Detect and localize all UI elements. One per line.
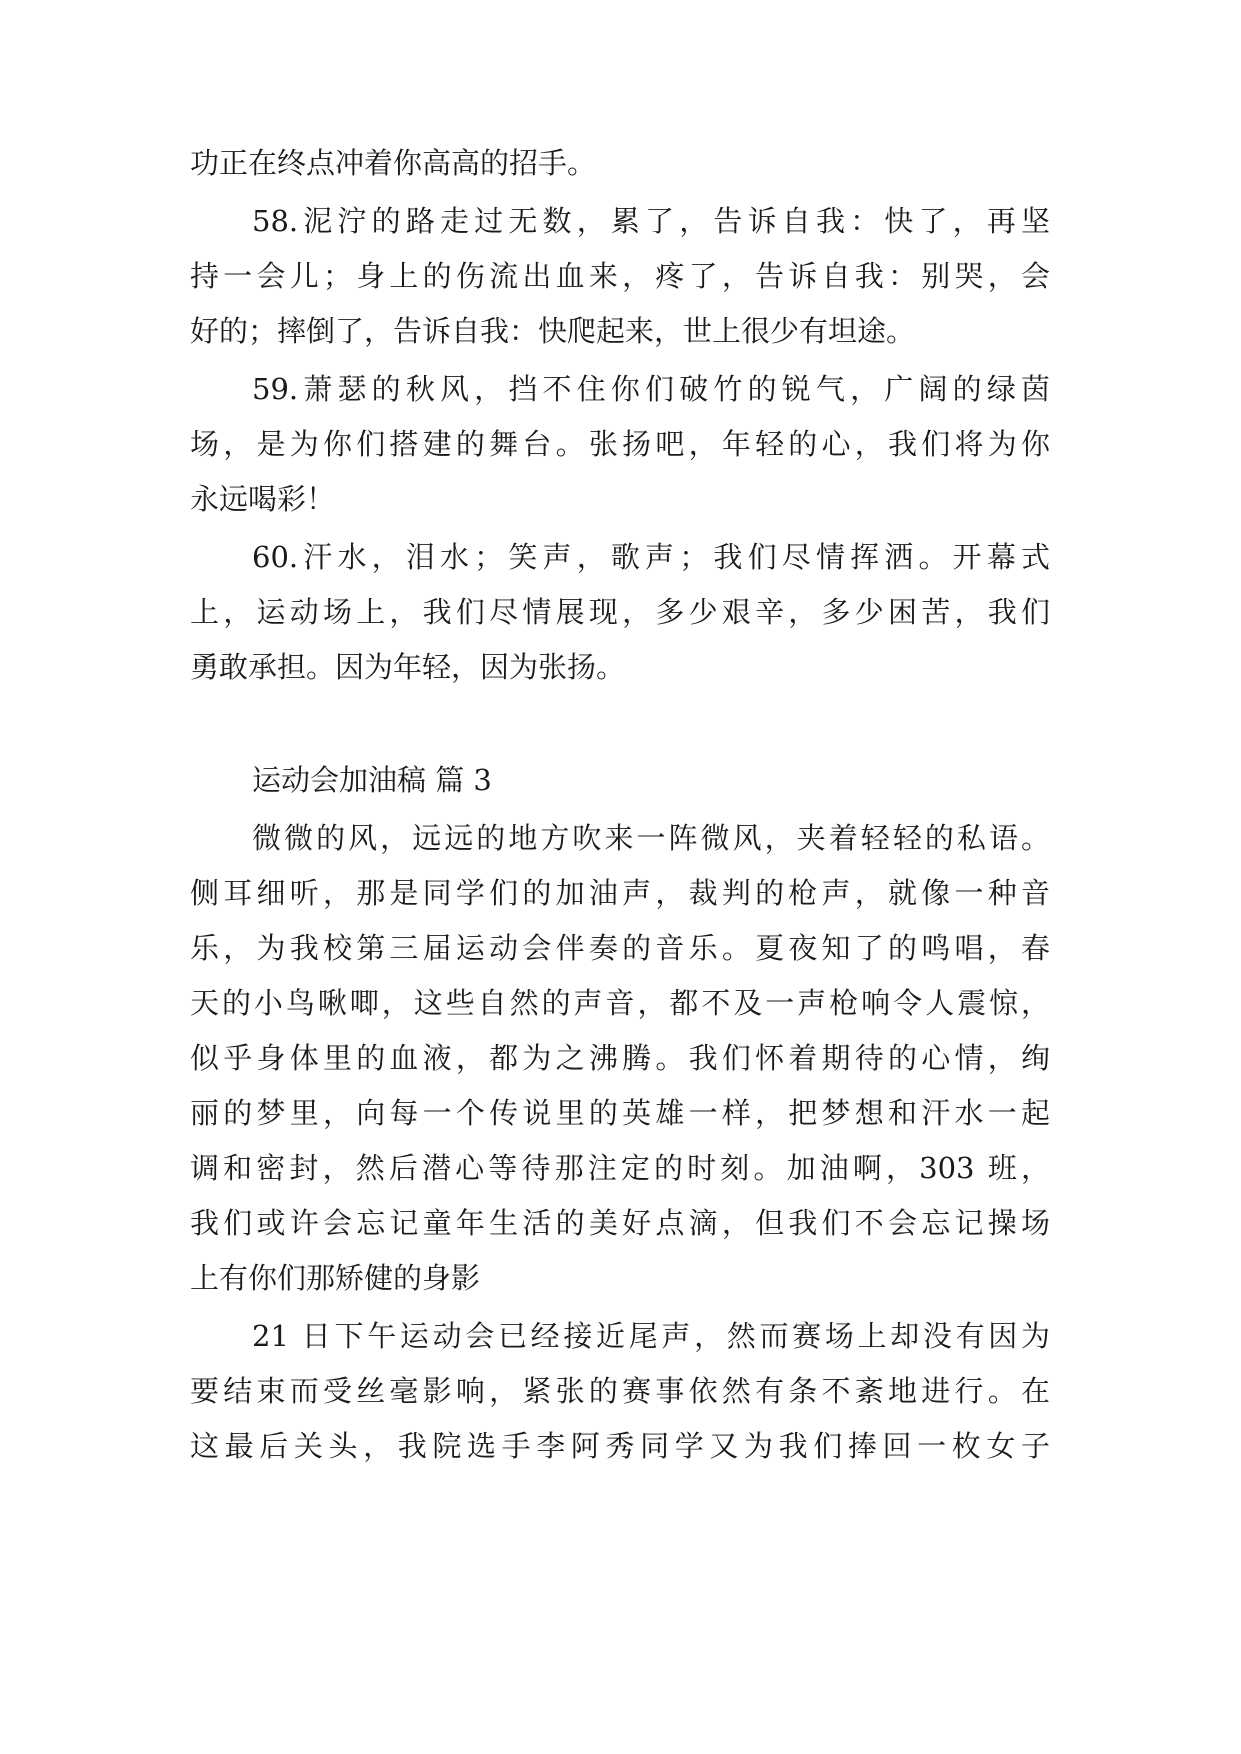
text-line: 场，是为你们搭建的舞台。张扬吧，年轻的心，我们将为你 — [190, 427, 1050, 461]
text-line: 这最后关头，我院选手李阿秀同学又为我们捧回一枚女子 — [190, 1429, 1050, 1463]
text-line: 功正在终点冲着你高高的招手。 — [190, 146, 597, 180]
text-line: 天的小鸟啾唧，这些自然的声音，都不及一声枪响令人震惊， — [190, 986, 1050, 1020]
text-line: 乐，为我校第三届运动会伴奏的音乐。夏夜知了的鸣唱，春 — [190, 931, 1050, 965]
text-line: 上有你们那矫健的身影 — [190, 1261, 481, 1295]
text-line: 上，运动场上，我们尽情展现，多少艰辛，多少困苦，我们 — [190, 595, 1050, 629]
text-line: 60.汗水，泪水；笑声，歌声；我们尽情挥洒。开幕式 — [252, 540, 1050, 574]
text-line: 侧耳细听，那是同学们的加油声，裁判的枪声，就像一种音 — [190, 876, 1050, 910]
text-line: 要结束而受丝毫影响，紧张的赛事依然有条不紊地进行。在 — [190, 1374, 1050, 1408]
section-heading: 运动会加油稿 篇 3 — [252, 763, 492, 797]
text-line: 我们或许会忘记童年生活的美好点滴，但我们不会忘记操场 — [190, 1206, 1050, 1240]
text-line: 微微的风，远远的地方吹来一阵微风，夹着轻轻的私语。 — [252, 821, 1050, 855]
text-line: 好的；摔倒了，告诉自我：快爬起来，世上很少有坦途。 — [190, 314, 916, 348]
text-line: 21 日下午运动会已经接近尾声，然而赛场上却没有因为 — [252, 1319, 1050, 1353]
text-line: 58.泥泞的路走过无数，累了，告诉自我：快了，再坚 — [252, 204, 1050, 238]
text-line: 调和密封，然后潜心等待那注定的时刻。加油啊，303 班， — [190, 1151, 1050, 1185]
text-line: 丽的梦里，向每一个传说里的英雄一样，把梦想和汗水一起 — [190, 1096, 1050, 1130]
text-line: 勇敢承担。因为年轻，因为张扬。 — [190, 650, 626, 684]
text-line: 永远喝彩！ — [190, 482, 336, 516]
text-line: 似乎身体里的血液，都为之沸腾。我们怀着期待的心情，绚 — [190, 1041, 1050, 1075]
text-line: 59.萧瑟的秋风，挡不住你们破竹的锐气，广阔的绿茵 — [252, 372, 1050, 406]
text-line: 持一会儿；身上的伤流出血来，疼了，告诉自我：别哭，会 — [190, 259, 1050, 293]
